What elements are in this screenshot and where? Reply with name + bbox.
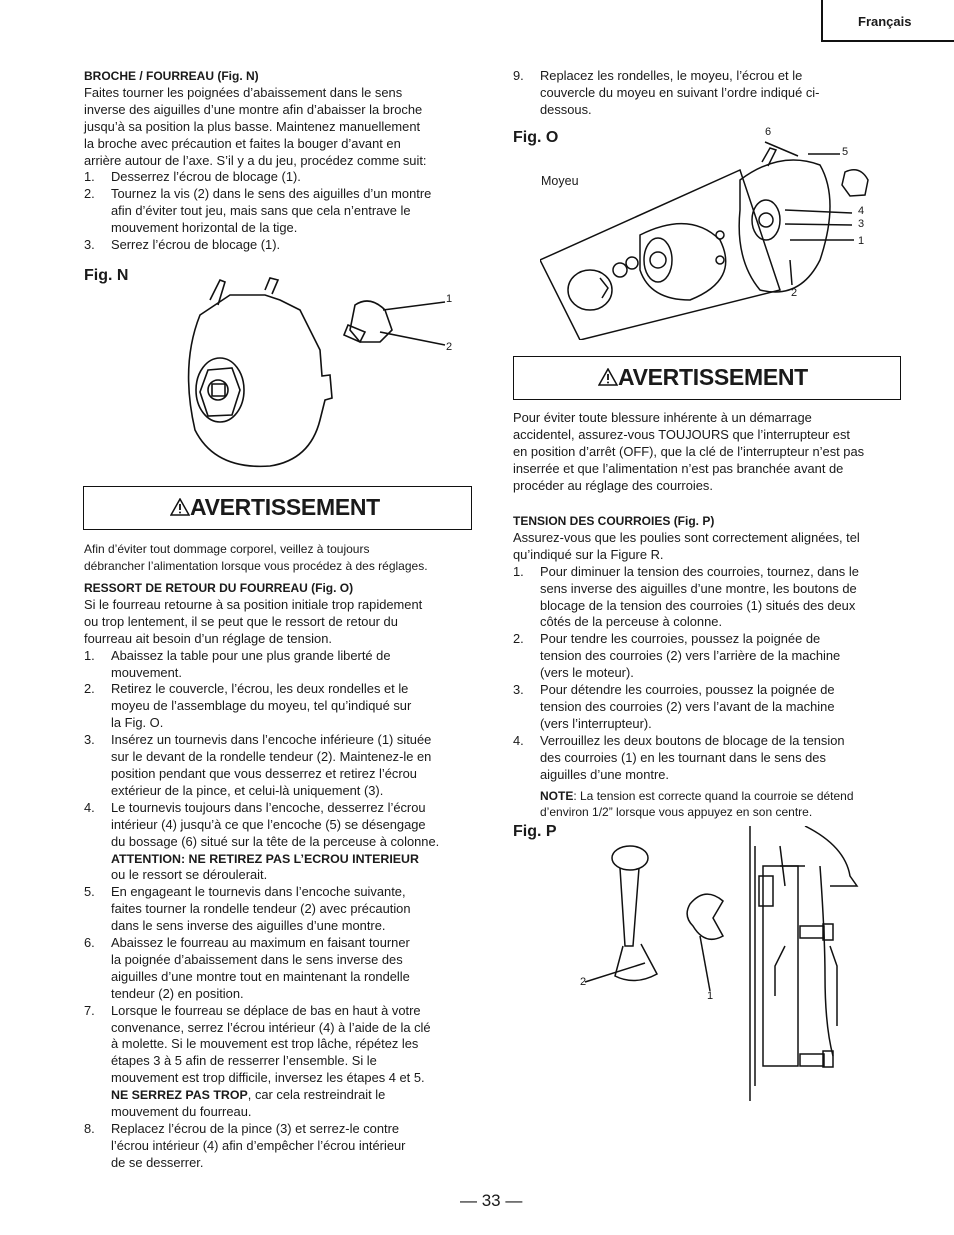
list-item xyxy=(513,733,913,784)
fig-o-callout: 4 xyxy=(858,205,865,217)
tension-steps xyxy=(513,564,913,784)
step-text: En engageant le tournevis dans l’encoche suivante, xyxy=(111,884,406,900)
step-text: la Fig. O. xyxy=(111,715,164,731)
step-text: Retirez le couvercle, l’écrou, les deux rondelles et le xyxy=(111,681,409,697)
step-number: 3. xyxy=(513,682,524,698)
step-9 xyxy=(513,68,913,119)
step-text: Pour détendre les courroies, poussez la poignée de xyxy=(540,682,835,698)
step-text: côtés de la perceuse à colonne. xyxy=(540,614,723,630)
step-text: dessous. xyxy=(540,101,592,117)
step-text: (vers l’interrupteur). xyxy=(540,715,652,731)
broche-title: BROCHE / FOURREAU (Fig. N) xyxy=(84,69,259,83)
step-text: aiguilles d’une montre tout en maintenant la rondelle xyxy=(111,968,410,984)
list-item xyxy=(513,631,913,682)
tension-section xyxy=(513,513,913,821)
step-text: ou le ressort se déroulerait. xyxy=(111,867,268,883)
step-text: tension des courroies (2) vers l’avant de la machine xyxy=(540,698,835,714)
ressort-intro-line: fourreau ait besoin d’un réglage de tension. xyxy=(84,630,332,646)
list-item xyxy=(84,884,479,935)
ressort-intro-line: Si le fourreau retourne à sa position initiale trop rapidement xyxy=(84,596,423,612)
step-text: , car cela restreindrait le xyxy=(247,1087,386,1103)
warning-line: en position d’arrêt (OFF), que la clé de l’interrupteur n’est pas xyxy=(513,443,865,459)
step-number: 7. xyxy=(84,1002,95,1018)
step-text: tension des courroies (2) vers l’arrière de la machine xyxy=(540,648,841,664)
fig-n-callout: 1 xyxy=(446,293,453,305)
list-item xyxy=(84,648,479,682)
step-number: 4. xyxy=(513,732,524,748)
fig-o-label: Fig. O xyxy=(513,129,559,146)
broche-intro-line: Faites tourner les poignées d’abaissement dans le sens xyxy=(84,84,403,100)
fig-o-callout: 5 xyxy=(842,146,849,158)
step-text: mouvement. xyxy=(111,664,182,680)
fig-n-callout: 2 xyxy=(446,341,453,353)
fig-o-moyeu-label: Moyeu xyxy=(541,174,579,188)
step-text: dans le sens inverse des aiguilles d’une montre. xyxy=(111,918,386,934)
step-text: sens inverse des aiguilles d’une montre, les boutons de xyxy=(540,580,857,596)
broche-intro-line: inverse des aiguilles d’une montre afin d’abaisser la broche xyxy=(84,101,423,117)
step-number: 5. xyxy=(84,884,95,900)
fig-p-callout: 2 xyxy=(580,976,587,988)
warning-title: AVERTISSEMENT xyxy=(618,364,808,390)
page-number: — 33 — xyxy=(460,1191,523,1210)
list-item xyxy=(84,800,479,885)
warning-icon xyxy=(598,368,618,386)
fig-p-illustration xyxy=(575,826,875,1106)
step-text: de se desserrer. xyxy=(111,1154,204,1170)
step-text: convenance, serrez l’écrou intérieur (4) à l’aide de la clé xyxy=(111,1019,431,1035)
fig-o-callout: 6 xyxy=(765,126,772,138)
note-label: NOTE xyxy=(540,788,574,803)
step-text: étapes 3 à 5 afin de resserrer l’ensemble. Si le xyxy=(111,1053,377,1069)
ressort-title: RESSORT DE RETOUR DU FOURREAU (Fig. O) xyxy=(84,581,354,595)
broche-intro-line: jusqu’à sa position la plus basse. Maintenez manuellement xyxy=(84,118,421,134)
warning-line: procéder au réglage des courroies. xyxy=(513,477,713,493)
warning-icon xyxy=(170,498,190,516)
step-text: extérieur de la pince, et celui-là uniquement (3). xyxy=(111,782,384,798)
broche-intro-line: arrière autour de l’axe. S’il y a du jeu, procédez comme suit: xyxy=(84,152,427,168)
warning-box-right xyxy=(513,356,901,400)
list-item xyxy=(84,237,474,254)
left-warning-text xyxy=(84,541,484,574)
list-item xyxy=(513,564,913,632)
tension-intro-line: qu’indiqué sur la Figure R. xyxy=(513,546,664,562)
list-item xyxy=(513,68,913,119)
step-text: Abaissez le fourreau au maximum en faisant tourner xyxy=(111,935,410,951)
step-number: 8. xyxy=(84,1121,95,1136)
step-number: 2. xyxy=(513,631,524,647)
fig-o-callout: 1 xyxy=(858,235,865,247)
warning-line: Afin d’éviter tout dommage corporel, veillez à toujours xyxy=(84,542,370,556)
step-text: Tournez la vis (2) dans le sens des aiguilles d’un montre xyxy=(111,186,432,202)
fig-p-callout: 1 xyxy=(707,990,714,1002)
warning-line: accidentel, assurez-vous TOUJOURS que l’interrupteur est xyxy=(513,426,850,442)
step-text: mouvement du fourreau. xyxy=(111,1104,252,1120)
list-item xyxy=(84,1121,479,1172)
warning-line: Pour éviter toute blessure inhérente à un démarrage xyxy=(513,410,812,425)
ressort-intro-line: ou trop lentement, il se peut que le ressort de retour du xyxy=(84,613,398,629)
step-text: moyeu de l’assemblage du moyeu, tel qu’indiqué sur xyxy=(111,698,412,714)
step-text: Pour diminuer la tension des courroies, tournez, dans le xyxy=(540,563,859,579)
step-text: position pendant que vous desserrez et retirez l’écrou xyxy=(111,765,417,781)
fig-o-illustration xyxy=(540,140,880,340)
fig-n-illustration xyxy=(170,270,470,470)
step-text: du bossage (6) situé sur la tête de la perceuse à colonne. xyxy=(111,833,440,849)
step-text: Insérez un tournevis dans l’encoche inférieure (1) située xyxy=(111,732,432,748)
step-text: intérieur (4) jusqu’à ce que l’encoche (5) se désengage xyxy=(111,816,426,832)
step-text: faites tourner la rondelle tendeur (2) avec précaution xyxy=(111,901,411,917)
step-number: 1. xyxy=(513,563,524,579)
step-text: (vers le moteur). xyxy=(540,665,634,681)
step-warning-bold: ATTENTION: NE RETIREZ PAS L’ECROU INTERIEUR xyxy=(111,851,419,866)
step-text: Replacez l’écrou de la pince (3) et serrez-le contre xyxy=(111,1121,400,1136)
step-number: 1. xyxy=(84,169,95,185)
step-number: 2. xyxy=(84,681,95,697)
broche-intro-line: la broche avec précaution et faites la bouger d’avant en xyxy=(84,135,401,151)
step-text: Pour tendre les courroies, poussez la poignée de xyxy=(540,631,821,647)
tension-title: TENSION DES COURROIES (Fig. P) xyxy=(513,514,715,528)
fig-o-callout: 3 xyxy=(858,218,865,230)
step-number: 6. xyxy=(84,935,95,951)
fig-o-callout: 2 xyxy=(791,287,798,299)
step-number: 1. xyxy=(84,647,95,663)
step-text: Lorsque le fourreau se déplace de bas en haut à votre xyxy=(111,1002,421,1018)
step-text: tendeur (2) en position. xyxy=(111,985,244,1001)
list-item xyxy=(84,186,474,237)
broche-steps xyxy=(84,169,474,254)
step-text: sur le devant de la rondelle tendeur (2). Maintenez-le en xyxy=(111,749,432,765)
step-number: 2. xyxy=(84,186,95,202)
left-column xyxy=(84,68,474,254)
list-item xyxy=(84,169,474,186)
note xyxy=(513,788,913,821)
list-item xyxy=(84,732,479,800)
warning-line: débrancher l’alimentation lorsque vous procédez à des réglages. xyxy=(84,558,428,573)
step-text: Abaissez la table pour une plus grande liberté de xyxy=(111,647,391,663)
step-text: à molette. Si le mouvement est trop lâche, répétez les xyxy=(111,1036,419,1052)
language-tab xyxy=(821,0,954,42)
step-number: 9. xyxy=(513,68,524,83)
step-number: 3. xyxy=(84,732,95,748)
warning-box-left xyxy=(83,486,472,530)
list-item xyxy=(84,681,479,732)
step-text: des courroies (1) en les tournant dans le sens des xyxy=(540,749,826,765)
step-text: mouvement horizontal de la tige. xyxy=(111,220,298,236)
language-label: Français xyxy=(858,14,912,29)
step-text: Desserrez l’écrou de blocage (1). xyxy=(111,169,301,185)
fig-n-label: Fig. N xyxy=(84,267,129,284)
step-number: 3. xyxy=(84,237,95,253)
step-text: afin d’éviter tout jeu, mais sans que cela n’entrave le xyxy=(111,203,411,219)
step-text: couvercle du moyeu en suivant l’ordre indiqué ci- xyxy=(540,84,820,100)
step-text: l’écrou intérieur (4) afin d’empêcher l’écrou intérieur xyxy=(111,1137,406,1153)
warning-line: inserrée et que l’alimentation n’est pas branchée avant de xyxy=(513,460,844,476)
right-warning-text xyxy=(513,410,923,495)
list-item xyxy=(84,935,479,1003)
step-text: Replacez les rondelles, le moyeu, l’écrou et le xyxy=(540,68,803,83)
step-text: Verrouillez les deux boutons de blocage de la tension xyxy=(540,732,845,748)
ressort-section xyxy=(84,580,479,1172)
list-item xyxy=(513,682,913,733)
step-text: Serrez l’écrou de blocage (1). xyxy=(111,237,281,253)
step-number: 4. xyxy=(84,799,95,815)
step-text: blocage de la tension des courroies (1) situés des deux xyxy=(540,597,856,613)
step-text: mouvement est trop difficile, inversez les étapes 4 et 5. xyxy=(111,1070,425,1086)
note-text: : La tension est correcte quand la courroie se détend xyxy=(573,788,854,803)
list-item xyxy=(84,1003,479,1121)
fig-p-label: Fig. P xyxy=(513,823,557,840)
step-warning-bold: NE SERREZ PAS TROP xyxy=(111,1088,248,1103)
step-text: aiguilles d’une montre. xyxy=(540,766,669,782)
step-text: Le tournevis toujours dans l’encoche, desserrez l’écrou xyxy=(111,799,426,815)
step-text: la poignée d’abaissement dans le sens inverse des xyxy=(111,951,403,967)
ressort-steps xyxy=(84,648,479,1172)
tension-intro-line: Assurez-vous que les poulies sont correctement alignées, tel xyxy=(513,529,860,545)
warning-title: AVERTISSEMENT xyxy=(190,494,380,520)
note-text: d’environ 1/2” lorsque vous appuyez en son centre. xyxy=(540,805,813,819)
